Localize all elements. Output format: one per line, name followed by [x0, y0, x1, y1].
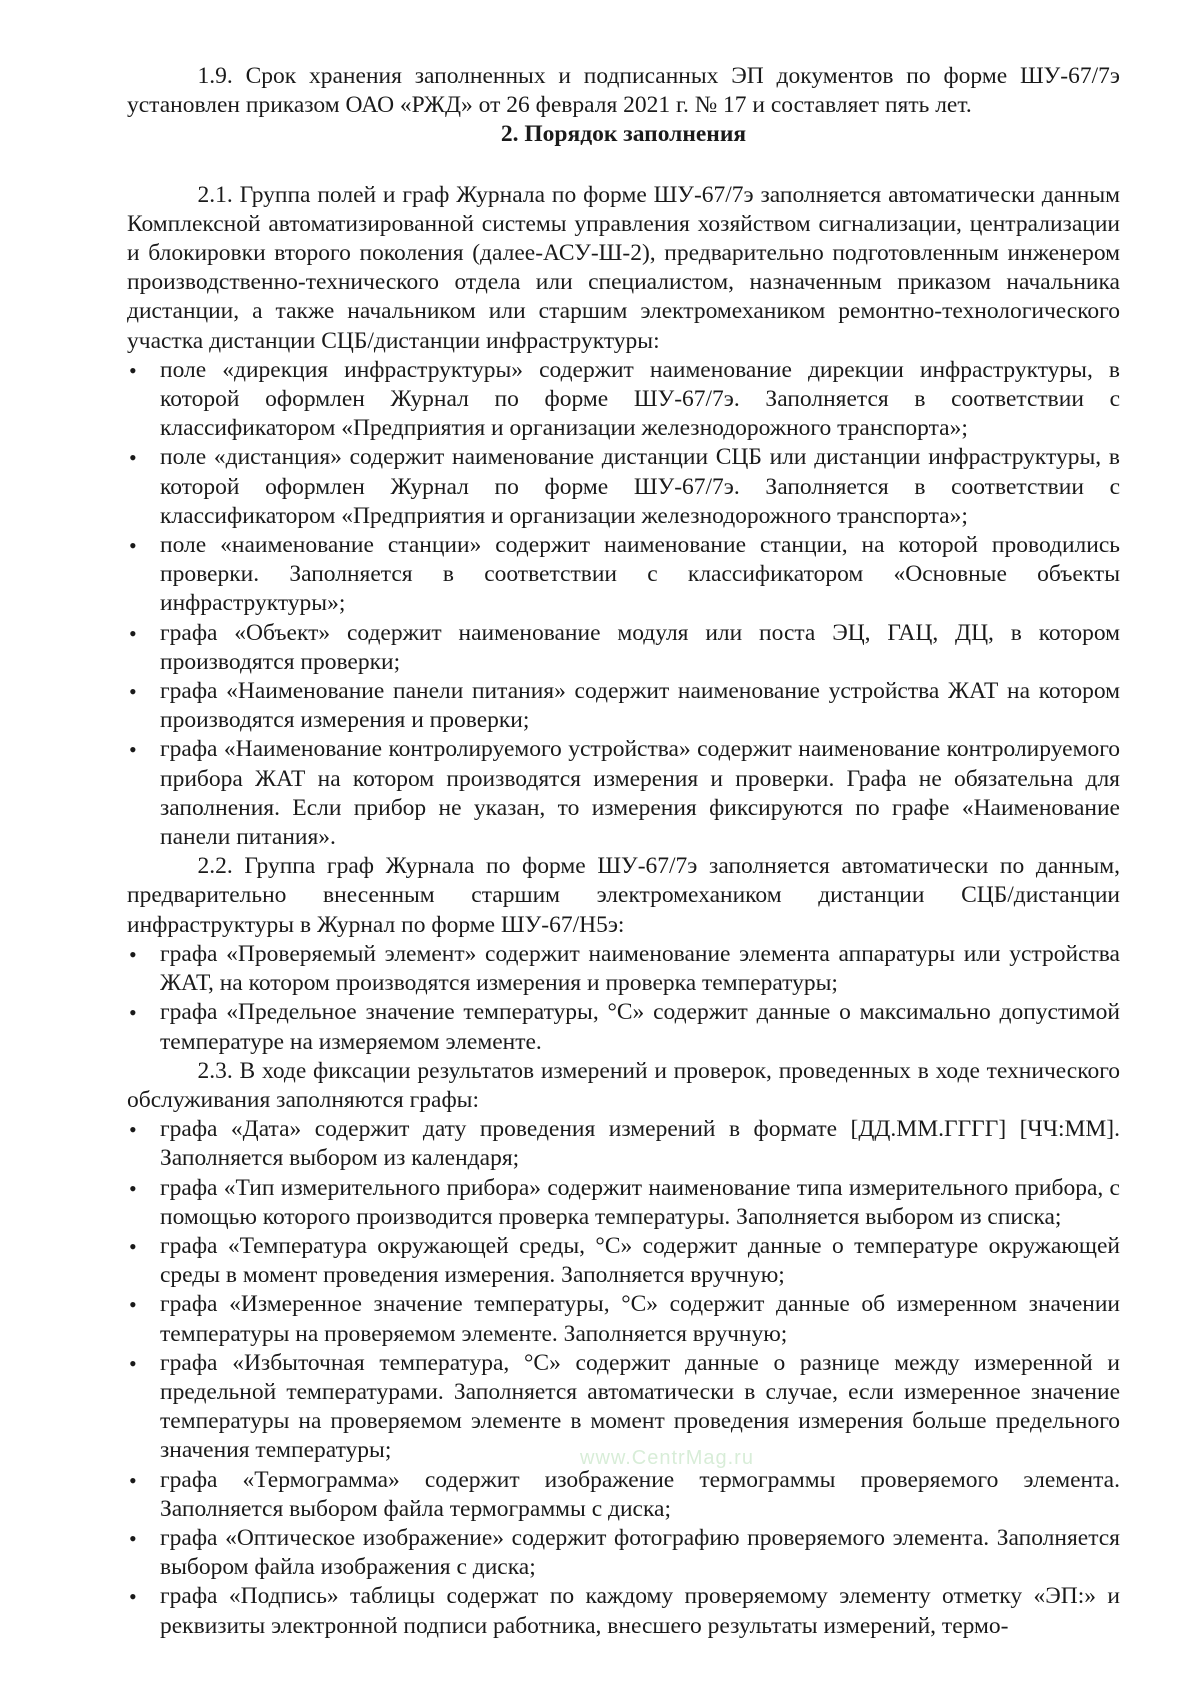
- list-item-text: графа «Проверяемый элемент» содержит наименование элемента аппаратуры или устройства ЖАТ, на котором производятся измерения и проверка температуры;: [160, 940, 1120, 997]
- list-item: [129, 443, 1120, 531]
- list-item-text: графа «Наименование панели питания» содержит наименование устройства ЖАТ на котором производятся измерения и проверки;: [160, 678, 1120, 734]
- list-item: [129, 1466, 1120, 1524]
- list-item: [129, 998, 1120, 1056]
- list-item: [129, 619, 1120, 677]
- paragraph-2-1: 2.1. Группа полей и граф Журнала по форме ШУ-67/7э заполняется автоматически данным Комплексной автоматизированной системы управления хозяйством сигнализации, централизации и блокировки второго поколения (далее-АСУ-Ш-2), предварительно подготовленным инженером производственно-технического отдела или специалистом, назначенным приказом начальника дистанции, а также начальником или старшим электромехаником ремонтно-технологического участка дистанции СЦБ/дистанции инфраструктуры:: [127, 181, 1120, 354]
- list-item-text: графа «Наименование контролируемого устройства» содержит наименование контролируемого прибора ЖАТ на котором производятся измерения и проверки. Графа не обязательна для заполнения. Если прибор не указан, то измерения фиксируются по графе «Наименование панели питания».: [160, 736, 1120, 851]
- bullet-icon: •: [129, 1117, 137, 1143]
- bullet-icon: •: [129, 1350, 137, 1376]
- bullet-icon: •: [129, 533, 137, 559]
- bullet-icon: •: [129, 1584, 137, 1610]
- list-item-text: графа «Предельное значение температуры, °С» содержит данные о максимально допустимой температуре на измеряемом элементе.: [160, 999, 1120, 1055]
- bullet-icon: •: [129, 737, 137, 763]
- list-item: [129, 1174, 1120, 1232]
- list-item-text: графа «Температура окружающей среды, °С» содержит данные о температуре окружающей среды в момент проведения измерения. Заполняется вручную;: [160, 1232, 1120, 1289]
- list-item-text: графа «Термограмма» содержит изображение термограммы проверяемого элемента. Заполняется выбором файла термограммы с диска;: [160, 1466, 1120, 1522]
- bullet-icon: •: [129, 1000, 137, 1026]
- bullet-icon: •: [129, 1175, 137, 1201]
- list-item-text: графа «Объект» содержит наименование модуля или поста ЭЦ, ГАЦ, ДЦ, в котором производятся проверки;: [160, 619, 1120, 675]
- list-2-3: [127, 1115, 1120, 1641]
- paragraph-2-2: 2.2. Группа граф Журнала по форме ШУ-67/7э заполняется автоматически по данным, предварительно внесенным старшим электромехаником дистанции СЦБ/дистанции инфраструктуры в Журнал по форме ШУ-67/Н5э:: [127, 853, 1120, 938]
- list-item: [129, 677, 1120, 735]
- list-2-1: [127, 356, 1120, 852]
- bullet-icon: •: [129, 941, 137, 967]
- bullet-icon: •: [129, 357, 137, 383]
- section-heading: 2. Порядок заполнения: [500, 121, 747, 148]
- bullet-icon: •: [129, 445, 137, 471]
- list-item: [129, 531, 1120, 619]
- list-item-text: графа «Оптическое изображение» содержит фотографию проверяемого элемента. Заполняется выбором файла изображения с диска;: [160, 1524, 1120, 1581]
- list-item: [129, 1524, 1120, 1582]
- watermark: www.CentrMag.ru: [580, 1447, 754, 1469]
- list-item-text: поле «наименование станции» содержит наименование станции, на которой проводились проверки. Заполняется в соответствии с классификатором «Основные объекты инфраструктуры»;: [160, 532, 1120, 617]
- list-item-text: графа «Тип измерительного прибора» содержит наименование типа измерительного прибора, с помощью которого производится проверка температуры. Заполняется выбором из списка;: [160, 1174, 1120, 1230]
- list-item-text: графа «Дата» содержит дату проведения измерений в формате [ДД.ММ.ГГГГ] [ЧЧ:ММ]. Заполняется выбором из календаря;: [160, 1116, 1120, 1172]
- list-item-text: поле «дистанция» содержит наименование дистанции СЦБ или дистанции инфраструктуры, в которой оформлен Журнал по форме ШУ-67/7э. Заполняется в соответствии с классификатором «Предприятия и организации железнодорожного транспорта»;: [160, 444, 1120, 529]
- bullet-icon: •: [129, 1292, 137, 1318]
- bullet-icon: •: [129, 679, 137, 705]
- list-item-text: графа «Избыточная температура, °С» содержит данные о разнице между измеренной и предельной температурами. Заполняется автоматически в случае, если измеренное значение температуры на проверяемом элементе в момент проведения измерения больше предельного значения температуры;: [160, 1349, 1120, 1464]
- list-2-2: [127, 940, 1120, 1057]
- bullet-icon: •: [129, 1233, 137, 1259]
- bullet-icon: •: [129, 1467, 137, 1493]
- paragraph-1-9: 1.9. Срок хранения заполненных и подписанных ЭП документов по форме ШУ-67/7э установлен приказом ОАО «РЖД» от 26 февраля 2021 г. № 17 и составляет пять лет.: [127, 63, 1120, 119]
- list-item: [129, 1115, 1120, 1173]
- list-item: [129, 1232, 1120, 1290]
- list-item: [129, 1290, 1120, 1348]
- list-item: [129, 940, 1120, 998]
- bullet-icon: •: [129, 1525, 137, 1551]
- list-item-text: графа «Подпись» таблицы содержат по каждому проверяемому элементу отметку «ЭП:» и реквизиты электронной подписи работника, внесшего результаты измерений, термо-: [160, 1583, 1120, 1639]
- list-item-text: графа «Измеренное значение температуры, °С» содержит данные об измеренном значении температуры на проверяемом элементе. Заполняется вручную;: [160, 1291, 1120, 1347]
- list-item-text: поле «дирекция инфраструктуры» содержит наименование дирекции инфраструктуры, в которой оформлен Журнал по форме ШУ-67/7э. Заполняется в соответствии с классификатором «Предприятия и организации железнодорожного транспорта»;: [160, 356, 1120, 442]
- list-item: [129, 735, 1120, 852]
- paragraph-2-3: 2.3. В ходе фиксации результатов измерений и проверок, проведенных в ходе технического обслуживания заполняются графы:: [127, 1057, 1120, 1113]
- list-item: [129, 1582, 1120, 1640]
- bullet-icon: •: [129, 620, 137, 646]
- list-item: [129, 356, 1120, 444]
